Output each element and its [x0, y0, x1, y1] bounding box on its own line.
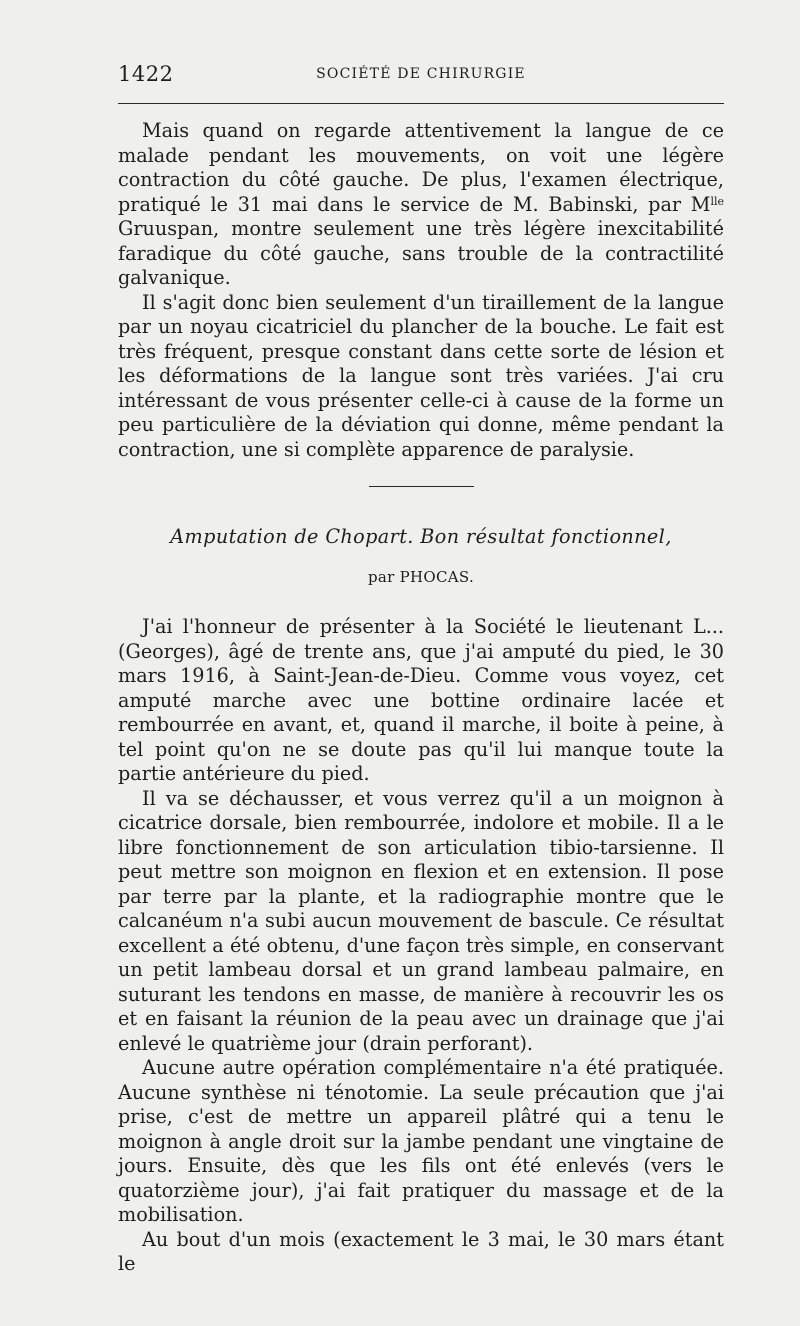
paragraph [118, 119, 724, 291]
paragraph: Il va se déchausser, et vous verrez qu'il a un moignon à cicatrice dorsale, bien rembourrée, indolore et mobile. Il a le libre fonctionnement de son articulation tibio-tarsienne. Il peut mettre son moignon en flexion et en extension. Il pose par terre par la plante, et la radiographie montre que le calcanéum n'a subi aucun mouvement de bascule. Ce résultat excellent a été obtenu, d'une façon très simple, en conservant un petit lambeau dorsal et un grand lambeau palmaire, en suturant les tendons en masse, de manière à recouvrir les os et en faisant la réunion de la peau avec un drainage que j'ai enlevé le quatrième jour (drain perforant). [118, 786, 724, 1055]
paragraph: Il s'agit donc bien seulement d'un tiraillement de la langue par un noyau cicatriciel du plancher de la bouche. Le fait est très fréquent, presque constant dans cette sorte de lésion et les déformations de la langue sont très variées. J'ai cru intéressant de vous présenter celle-ci à cause de la forme un peu particulière de la déviation qui donne, même pendant la contraction, une si complète apparence de paralysie. [118, 290, 724, 461]
article-byline: par PHOCAS. [367, 568, 475, 586]
paragraph-text: Gruuspan, montre seulement une très légère inexcitabilité faradique du côté gauche, sans trouble de la contractilité galvanique. [118, 217, 724, 289]
page-number: 1422 [118, 62, 174, 86]
page-header [118, 62, 724, 92]
superscript-abbrev: lle [710, 194, 724, 208]
article-title: Amputation de Chopart. Bon résultat fonctionnel, [170, 525, 672, 548]
article-body [118, 615, 724, 1277]
paragraph: Au bout d'un mois (exactement le 3 mai, le 30 mars étant le [118, 1227, 724, 1275]
header-rule [118, 103, 724, 104]
running-head: SOCIÉTÉ DE CHIRURGIE [316, 66, 526, 82]
paragraph-text: Mais quand on regarde attentivement la langue de ce malade pendant les mouvements, on voit une légère contraction du côté gauche. De plus, l'examen électrique, pratiqué le 31 mai dans le service de M. Babinski, par M [118, 119, 724, 216]
paragraph: J'ai l'honneur de présenter à la Société le lieutenant L... (Georges), âgé de trente ans, que j'ai amputé du pied, le 30 mars 1916, à Saint-Jean-de-Dieu. Comme vous voyez, cet amputé marche avec une bottine ordinaire lacée et rembourrée en avant, et, quand il marche, il boite à peine, à tel point qu'on ne se doute pas qu'il lui manque toute la partie antérieure du pied. [118, 615, 724, 785]
previous-article-conclusion [118, 119, 724, 462]
paragraph: Aucune autre opération complémentaire n'a été pratiquée. Aucune synthèse ni ténotomie. La seule précaution que j'ai prise, c'est de mettre un appareil plâtré qui a tenu le moignon à angle droit sur la jambe pendant une vingtaine de jours. Ensuite, dès que les fils ont été enlevés (vers le quatorzième jour), j'ai fait pratiquer du massage et de la mobilisation. [118, 1056, 724, 1226]
section-divider [369, 486, 474, 487]
